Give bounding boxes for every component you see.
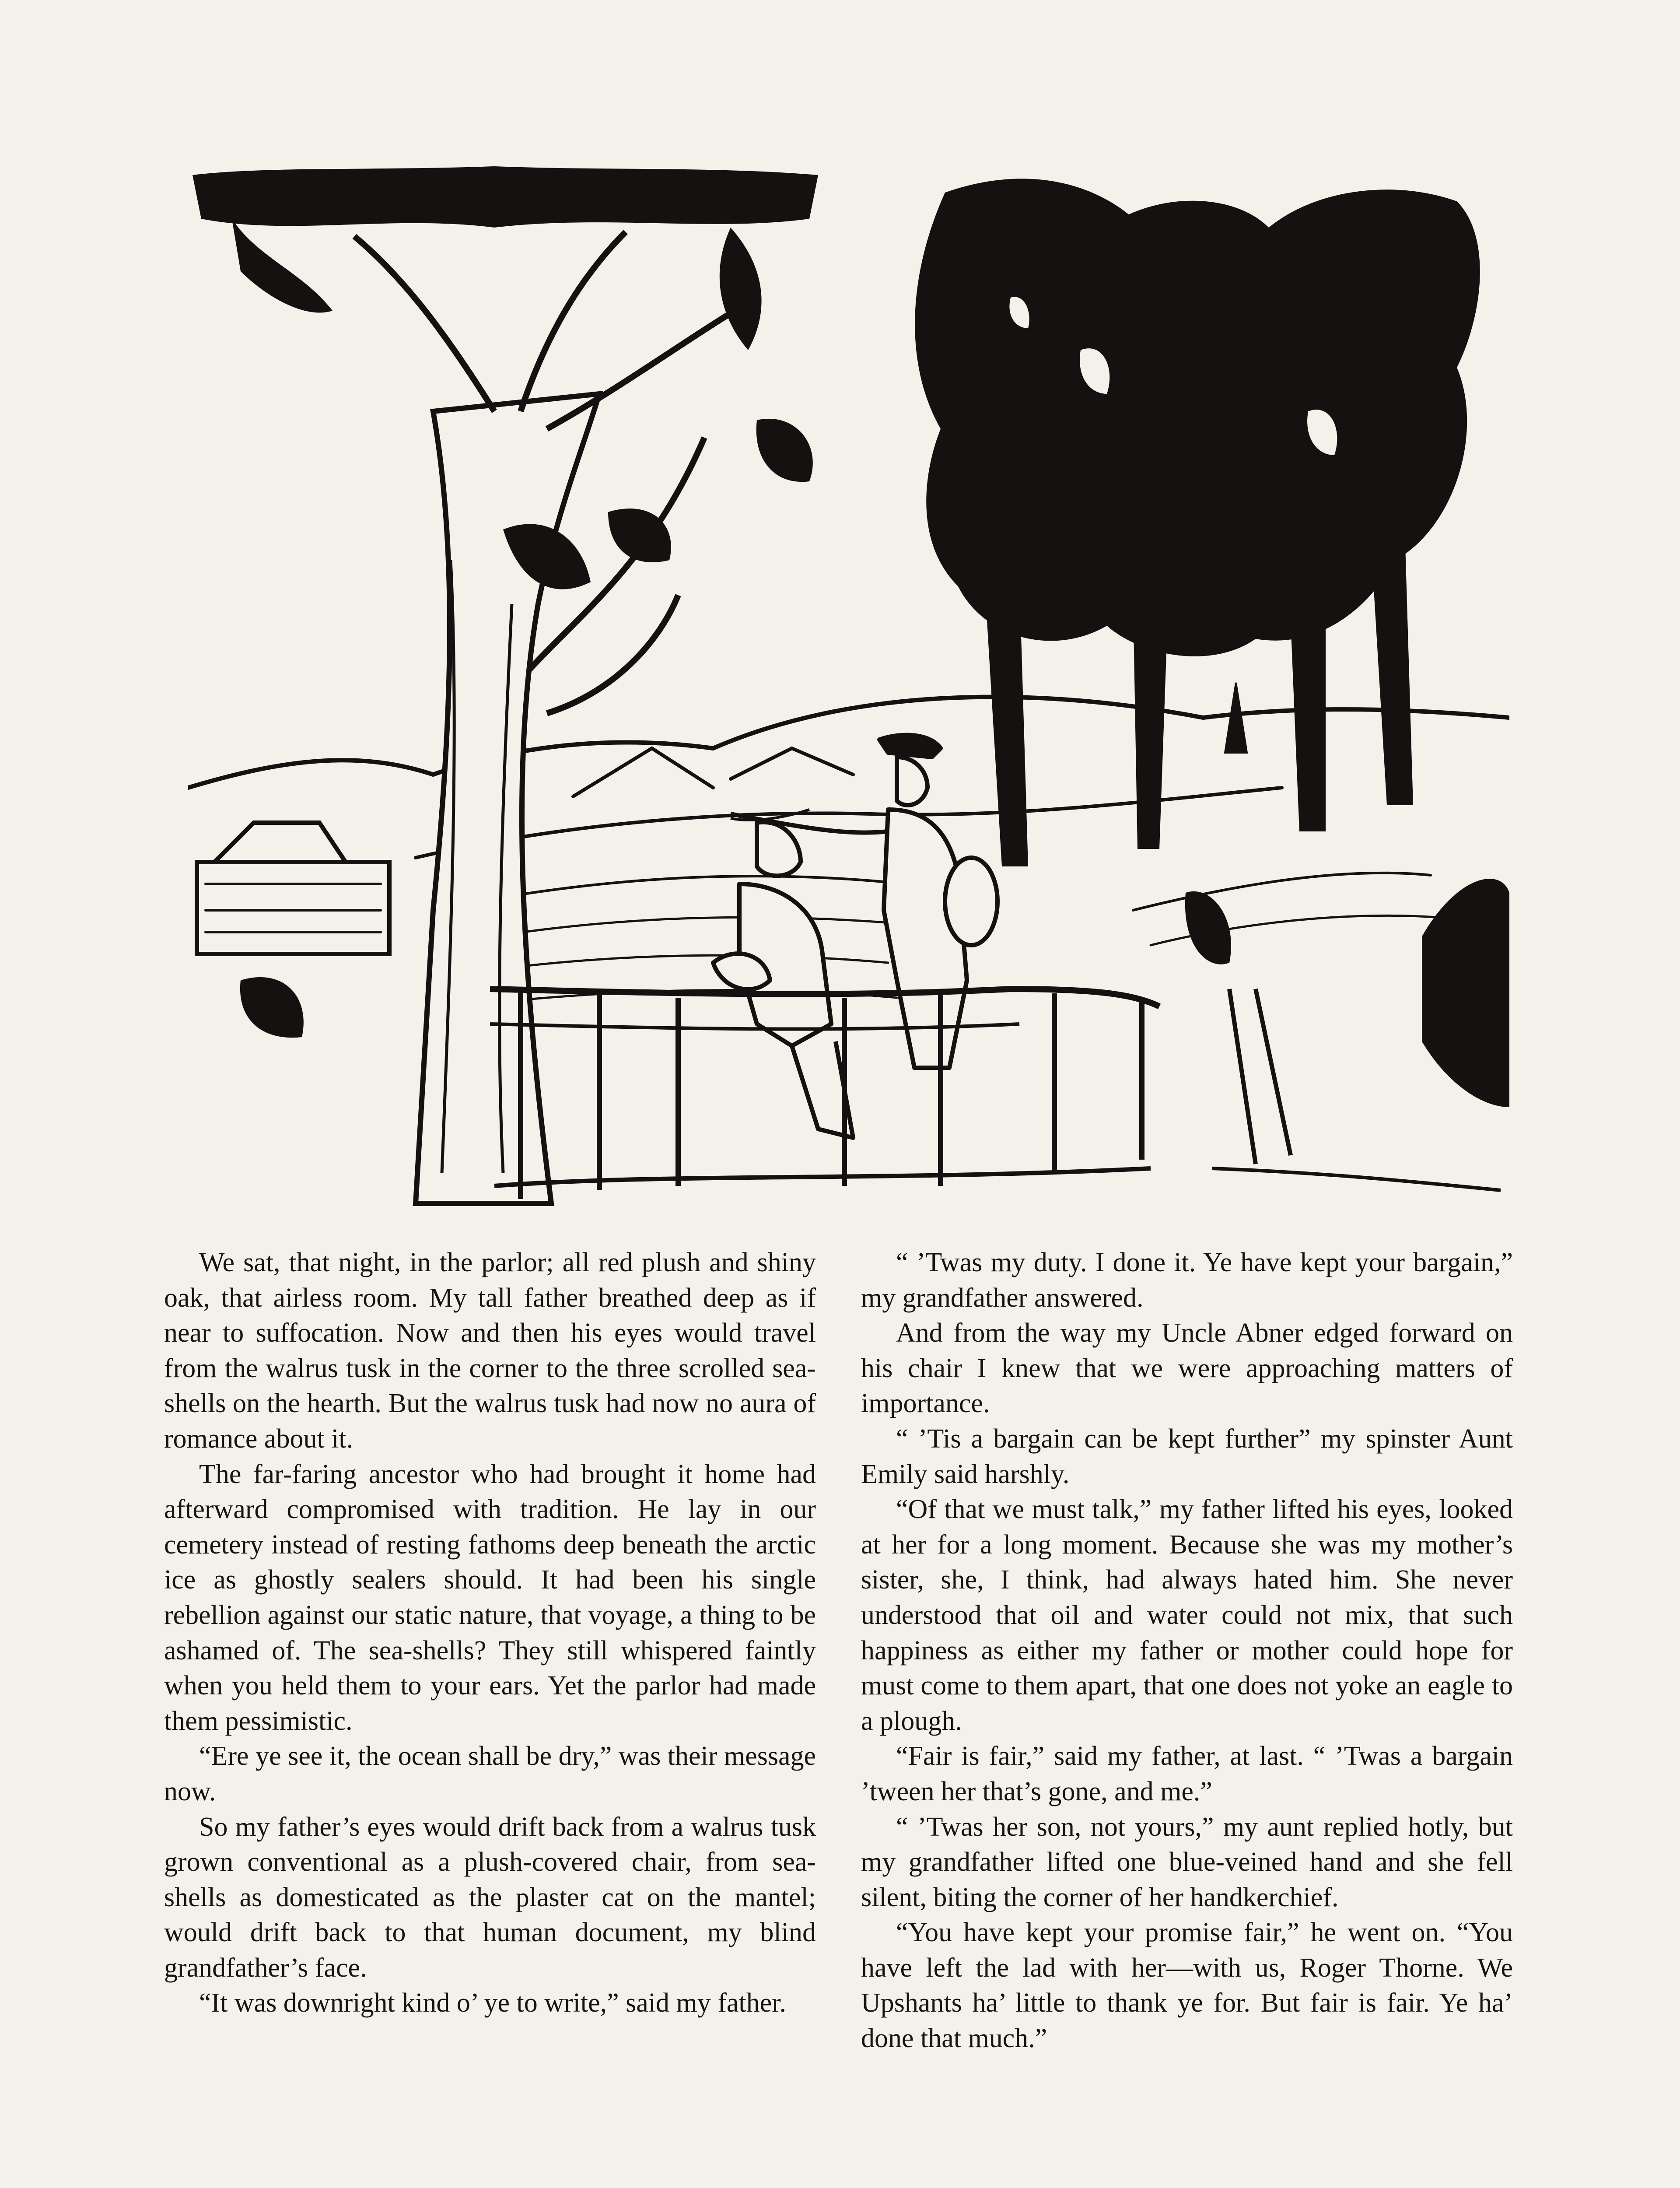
paragraph: “Of that we must talk,” my father lifted his eyes, looked at her for a long moment. Because she was my mother’s sister, she, I think, had always hated him. She never understood that oil and water could not mix, that such happiness as either my father or mother could hope for must come to them apart, that one does not yoke an eagle to a plough. <box>861 1494 1513 1736</box>
paragraph: We sat, that night, in the parlor; all red plush and shiny oak, that airless room. My tall father breathed deep as if near to suffocation. Now and then his eyes would travel from the walrus tusk in the corner to the three scrolled sea-shells on the hearth. But the walrus tusk had now no aura of romance about it. <box>164 1248 816 1454</box>
paragraph: The far-faring ancestor who had brought it home had afterward compromised with tradition. He lay in our cemetery instead of resting fathoms deep beneath the arctic ice as ghostly sealers should. It had been his single rebellion against our static nature, that voyage, a thing to be ashamed of. The sea-shells? They still whispered faintly when you held them to your ears. Yet the parlor had made them pessimistic. <box>164 1459 816 1736</box>
article-column-left <box>164 1245 816 2021</box>
paragraph: “It was downright kind o’ ye to write,” said my father. <box>199 1988 786 2018</box>
illustration-landscape <box>188 166 1509 1212</box>
paragraph: “ ’Twas her son, not yours,” my aunt replied hotly, but my grandfather lifted one blue-veined hand and she fell silent, biting the corner of her handkerchief. <box>861 1812 1513 1912</box>
paragraph: “Fair is fair,” said my father, at last. “ ’Twas a bargain ’tween her that’s gone, and me.” <box>861 1741 1513 1806</box>
paragraph: “Ere ye see it, the ocean shall be dry,” was their message now. <box>164 1741 816 1806</box>
paragraph: “ ’Twas my duty. I done it. Ye have kept your bargain,” my grandfather answered. <box>861 1248 1513 1313</box>
paragraph: And from the way my Uncle Abner edged forward on his chair I knew that we were approaching matters of importance. <box>861 1318 1513 1419</box>
article-column-right <box>861 1245 1513 2056</box>
paragraph: So my father’s eyes would drift back from a walrus tusk grown conventional as a plush-covered chair, from sea-shells as domesticated as the plaster cat on the mantel; would drift back to that human document, my blind grandfather’s face. <box>164 1812 816 1983</box>
paragraph: “ ’Tis a bargain can be kept further” my spinster Aunt Emily said harshly. <box>861 1424 1513 1489</box>
paragraph: “You have kept your promise fair,” he went on. “You have left the lad with her—with us, Roger Thorne. We Upshants ha’ little to thank ye for. But fair is fair. Ye ha’ done that much.” <box>861 1918 1513 2054</box>
